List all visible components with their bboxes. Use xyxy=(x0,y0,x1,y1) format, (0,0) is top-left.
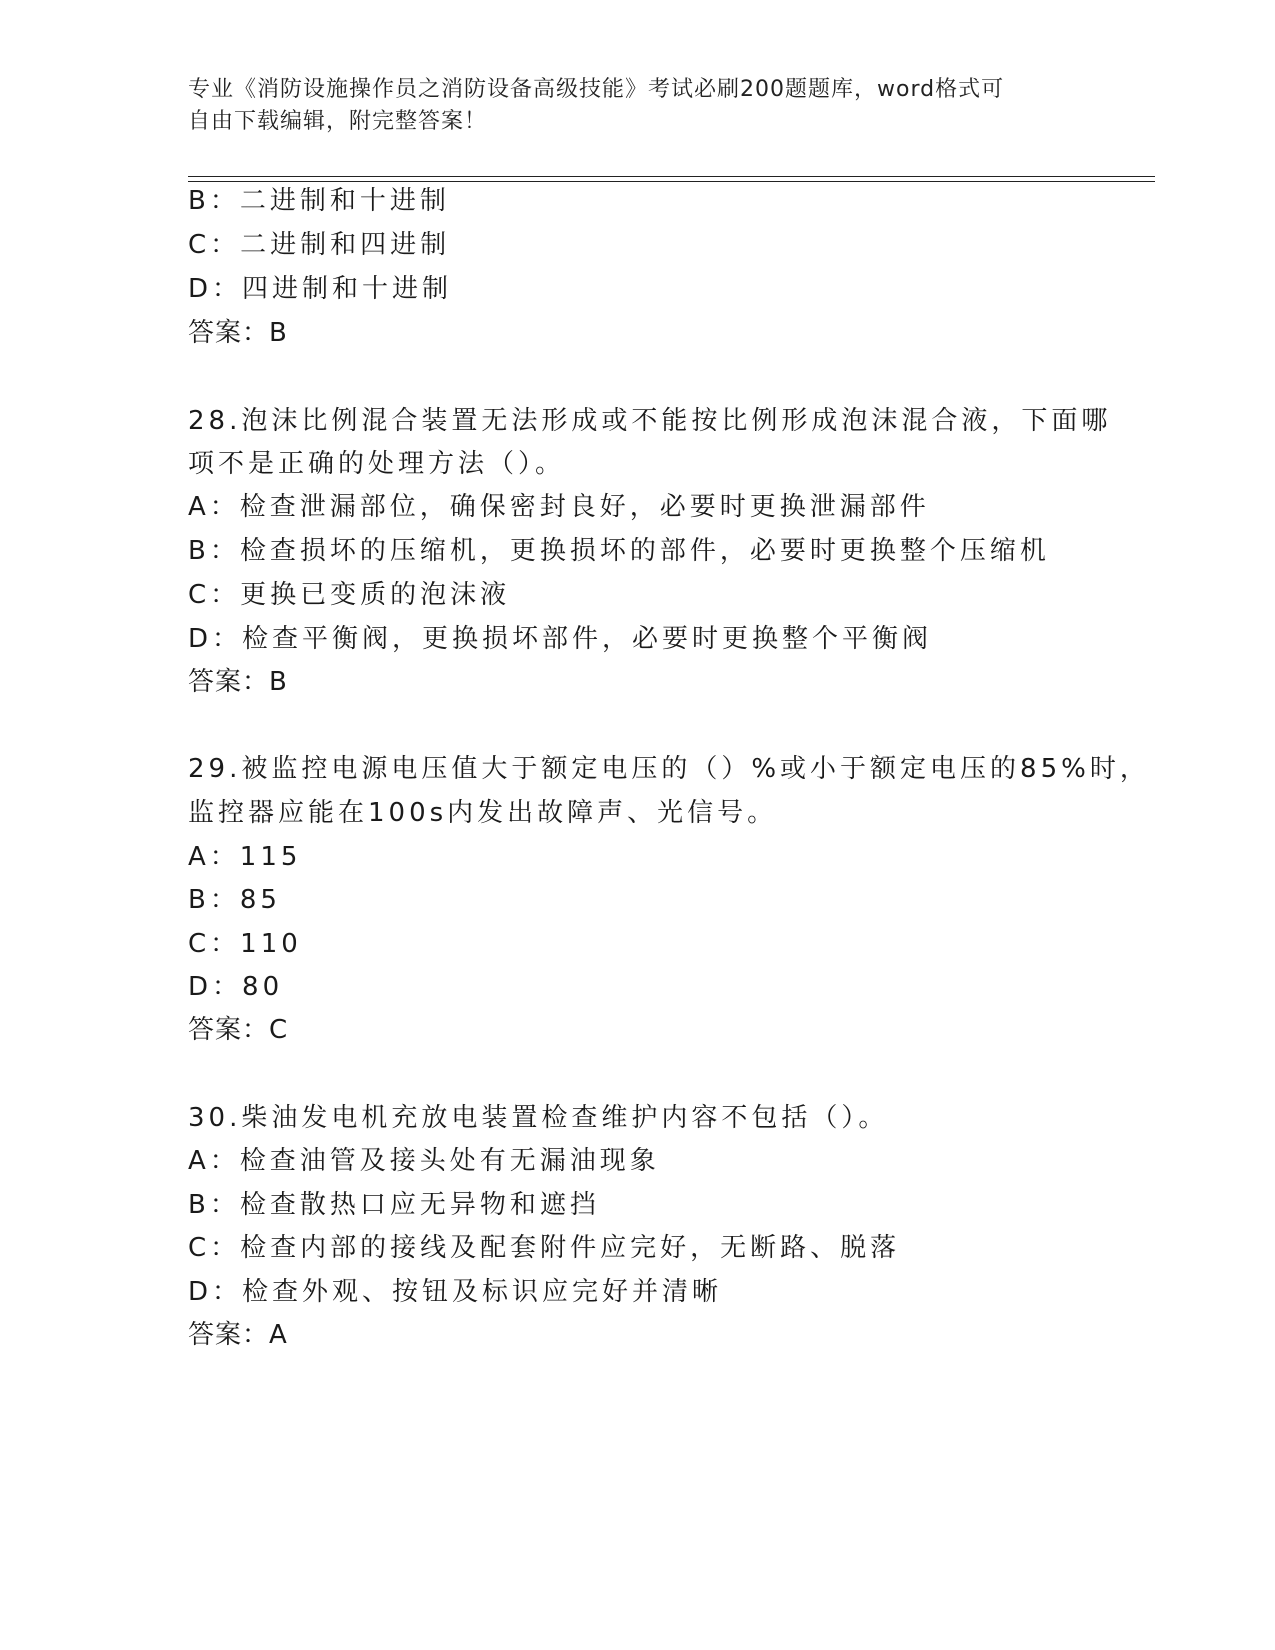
q30-stem-line-1: 30.柴油发电机充放电装置检查维护内容不包括（）。 xyxy=(188,1103,889,1133)
header-line-2: 自由下载编辑，附完整答案！ xyxy=(188,109,488,134)
q27-answer: 答案：B xyxy=(188,318,288,348)
q29-option-a: A：115 xyxy=(188,842,302,872)
q29-option-b: B：85 xyxy=(188,885,281,915)
q28-stem-line-2: 项不是正确的处理方法（）。 xyxy=(188,449,566,479)
q29-option-d: D：80 xyxy=(188,972,284,1002)
q27-option-c: C：二进制和四进制 xyxy=(188,230,451,260)
q30-option-c: C：检查内部的接线及配套附件应完好，无断路、脱落 xyxy=(188,1233,901,1263)
q29-answer: 答案：C xyxy=(188,1015,289,1045)
header-line-1: 专业《消防设施操作员之消防设备高级技能》考试必刷200题题库，word格式可 xyxy=(188,77,1005,102)
q27-option-b: B：二进制和十进制 xyxy=(188,186,450,216)
q30-option-b: B：检查散热口应无异物和遮挡 xyxy=(188,1190,600,1220)
q30-option-d: D：检查外观、按钮及标识应完好并清晰 xyxy=(188,1277,723,1307)
q28-answer: 答案：B xyxy=(188,667,288,697)
header-rule-bottom xyxy=(188,181,1155,182)
q27-option-d: D：四进制和十进制 xyxy=(188,274,453,304)
q29-stem-line-1: 29.被监控电源电压值大于额定电压的（）%或小于额定电压的85%时， xyxy=(188,754,1150,784)
document-header xyxy=(188,74,1068,138)
q30-option-a: A：检查油管及接头处有无漏油现象 xyxy=(188,1146,660,1176)
q28-option-b: B：检查损坏的压缩机，更换损坏的部件，必要时更换整个压缩机 xyxy=(188,536,1050,566)
header-rule-top xyxy=(188,176,1155,177)
q28-option-a: A：检查泄漏部位，确保密封良好，必要时更换泄漏部件 xyxy=(188,492,930,522)
q28-stem-line-1: 28.泡沫比例混合装置无法形成或不能按比例形成泡沫混合液，下面哪 xyxy=(188,406,1112,436)
q28-option-c: C：更换已变质的泡沫液 xyxy=(188,580,511,610)
q29-option-c: C：110 xyxy=(188,929,302,959)
q28-option-d: D：检查平衡阀，更换损坏部件，必要时更换整个平衡阀 xyxy=(188,624,933,654)
q30-answer: 答案：A xyxy=(188,1320,288,1350)
q29-stem-line-2: 监控器应能在100s内发出故障声、光信号。 xyxy=(188,798,778,828)
